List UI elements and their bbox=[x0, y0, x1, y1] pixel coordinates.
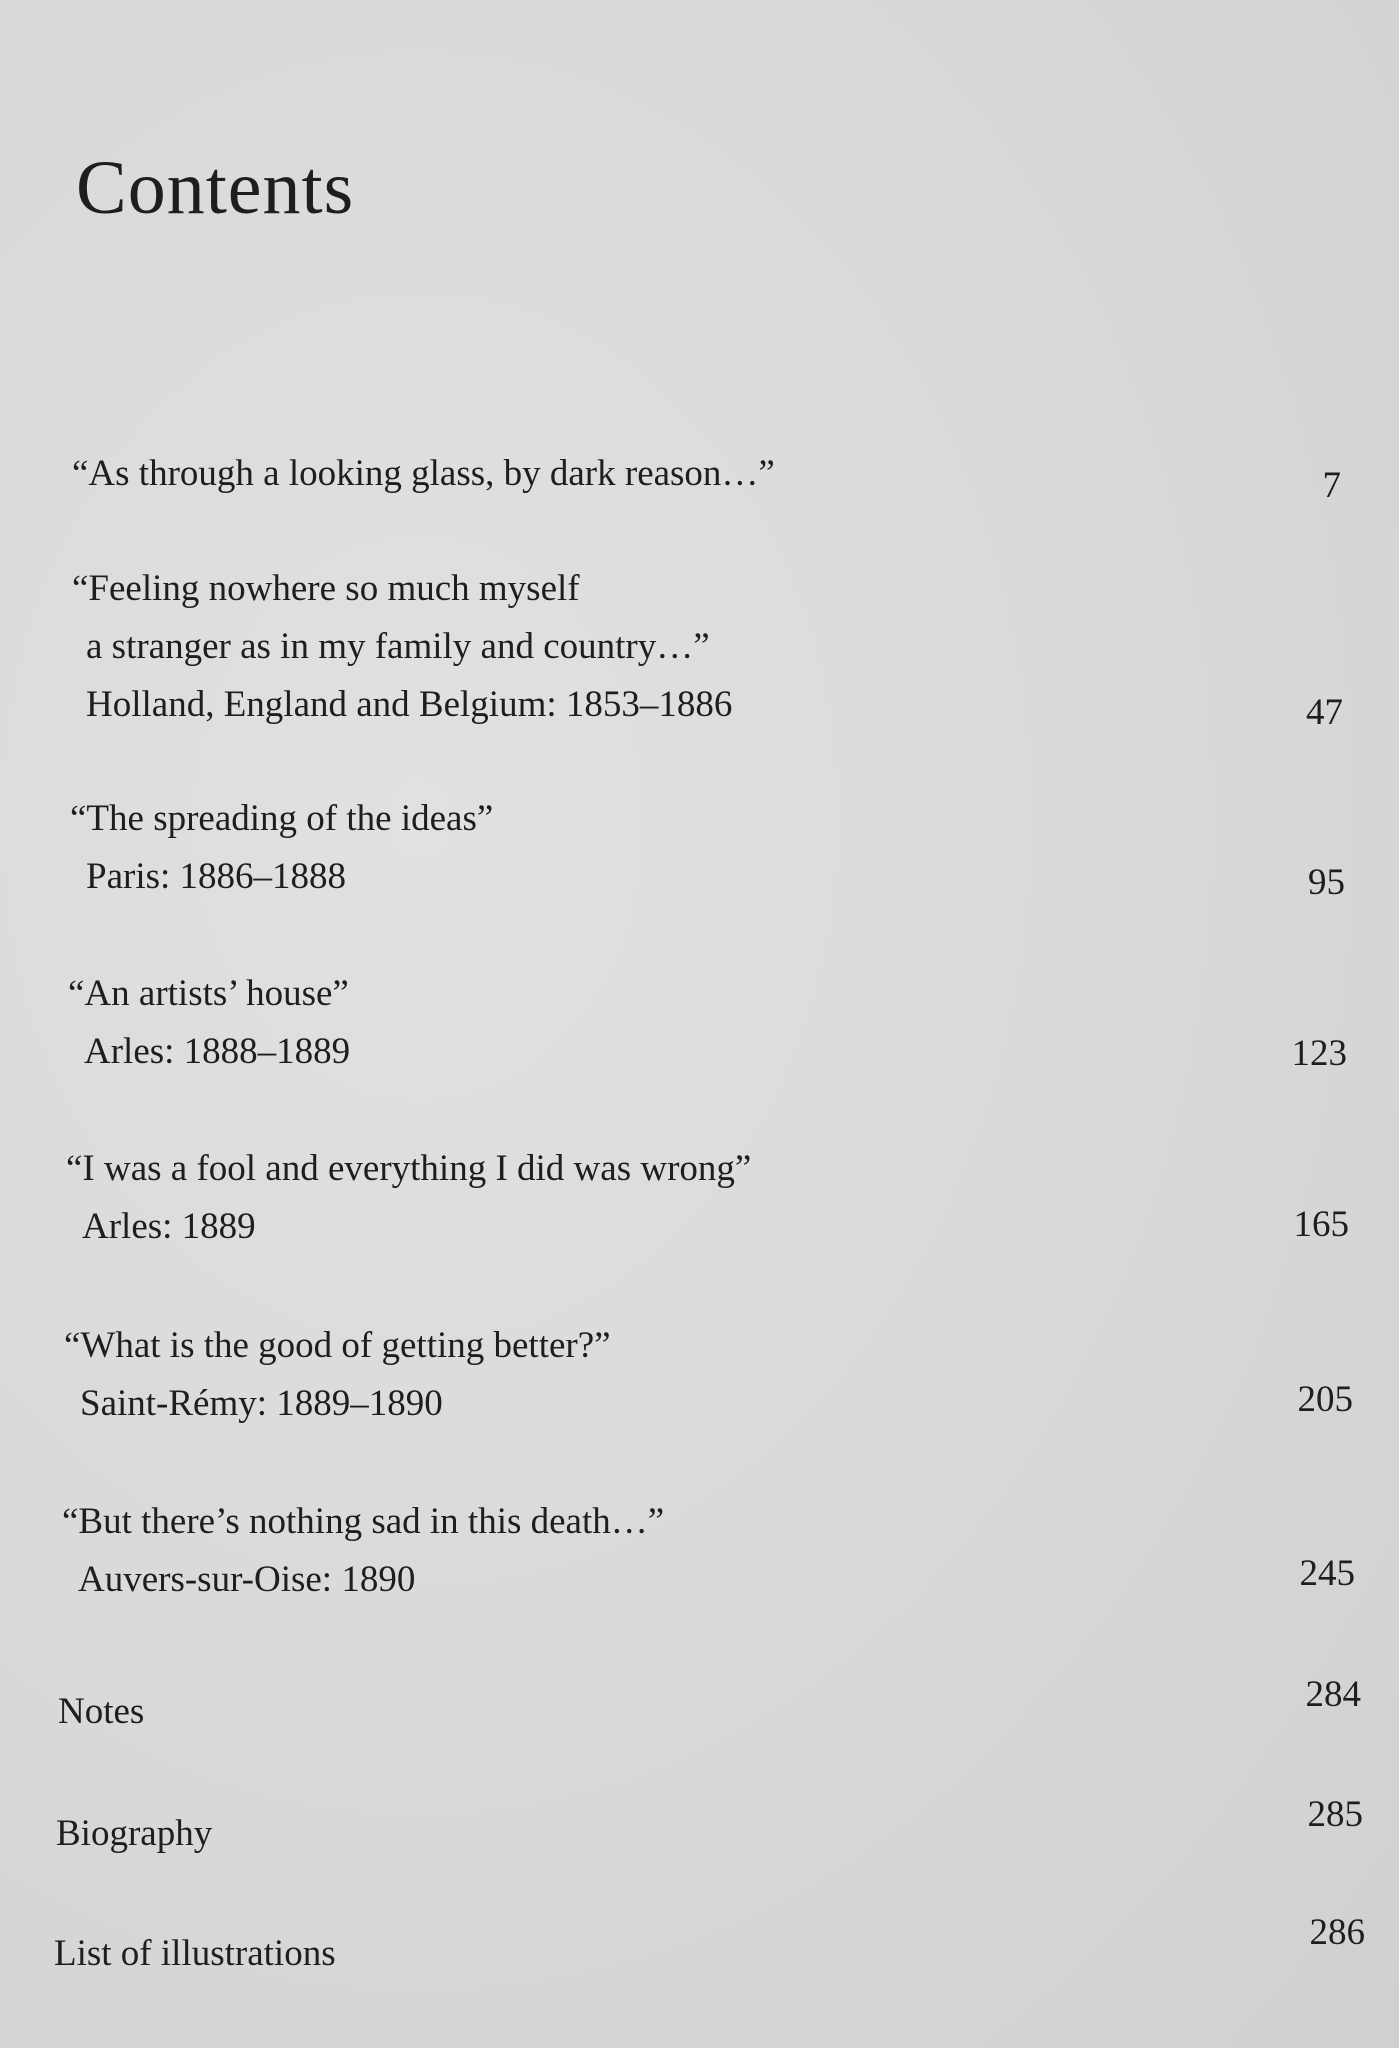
entry-title: “Feeling nowhere so much myself bbox=[72, 568, 580, 609]
entry-page-number: 245 bbox=[1299, 1553, 1355, 1594]
entry-page-number: 284 bbox=[1305, 1674, 1361, 1715]
page-title: Contents bbox=[76, 146, 355, 230]
entry-page-number: 165 bbox=[1293, 1204, 1349, 1245]
toc-entry bbox=[0, 790, 1399, 906]
entry-page-number: 95 bbox=[1308, 862, 1345, 903]
entry-title: Notes bbox=[58, 1691, 145, 1732]
entry-page-number: 47 bbox=[1306, 692, 1343, 733]
toc-entry bbox=[0, 1317, 1399, 1433]
entry-page-number: 123 bbox=[1291, 1033, 1347, 1074]
toc-entry bbox=[0, 1794, 1399, 1863]
entry-page-number: 285 bbox=[1307, 1794, 1363, 1835]
entry-subtitle: Paris: 1886–1888 bbox=[86, 856, 347, 897]
entry-subtitle: Auvers-sur-Oise: 1890 bbox=[78, 1559, 416, 1600]
entry-subtitle: Arles: 1889 bbox=[82, 1206, 256, 1247]
entry-title: “What is the good of getting better?” bbox=[64, 1325, 611, 1366]
toc-entry bbox=[0, 965, 1399, 1081]
entry-title-continued: a stranger as in my family and country…” bbox=[86, 626, 710, 667]
entry-title: Biography bbox=[56, 1813, 213, 1854]
toc-entry bbox=[0, 1140, 1399, 1256]
toc-entry bbox=[0, 560, 1399, 734]
entry-title: “But there’s nothing sad in this death…” bbox=[62, 1501, 665, 1542]
entry-title: “As through a looking glass, by dark reason…” bbox=[72, 453, 775, 494]
toc-entry bbox=[0, 1674, 1399, 1741]
entry-page-number: 205 bbox=[1297, 1379, 1353, 1420]
entry-page-number: 7 bbox=[1322, 465, 1341, 506]
entry-subtitle: Holland, England and Belgium: 1853–1886 bbox=[86, 684, 733, 725]
entry-title: “The spreading of the ideas” bbox=[70, 798, 494, 839]
entry-subtitle: Arles: 1888–1889 bbox=[84, 1031, 351, 1072]
entry-title: “I was a fool and everything I did was wrong” bbox=[66, 1148, 752, 1189]
entry-subtitle: Saint-Rémy: 1889–1890 bbox=[80, 1383, 443, 1424]
entry-page-number: 286 bbox=[1309, 1912, 1365, 1953]
entry-title: List of illustrations bbox=[54, 1933, 336, 1974]
toc-entry bbox=[0, 445, 1399, 506]
toc-entry bbox=[0, 1912, 1399, 1983]
toc-entry bbox=[0, 1493, 1399, 1609]
entry-title: “An artists’ house” bbox=[68, 973, 349, 1014]
